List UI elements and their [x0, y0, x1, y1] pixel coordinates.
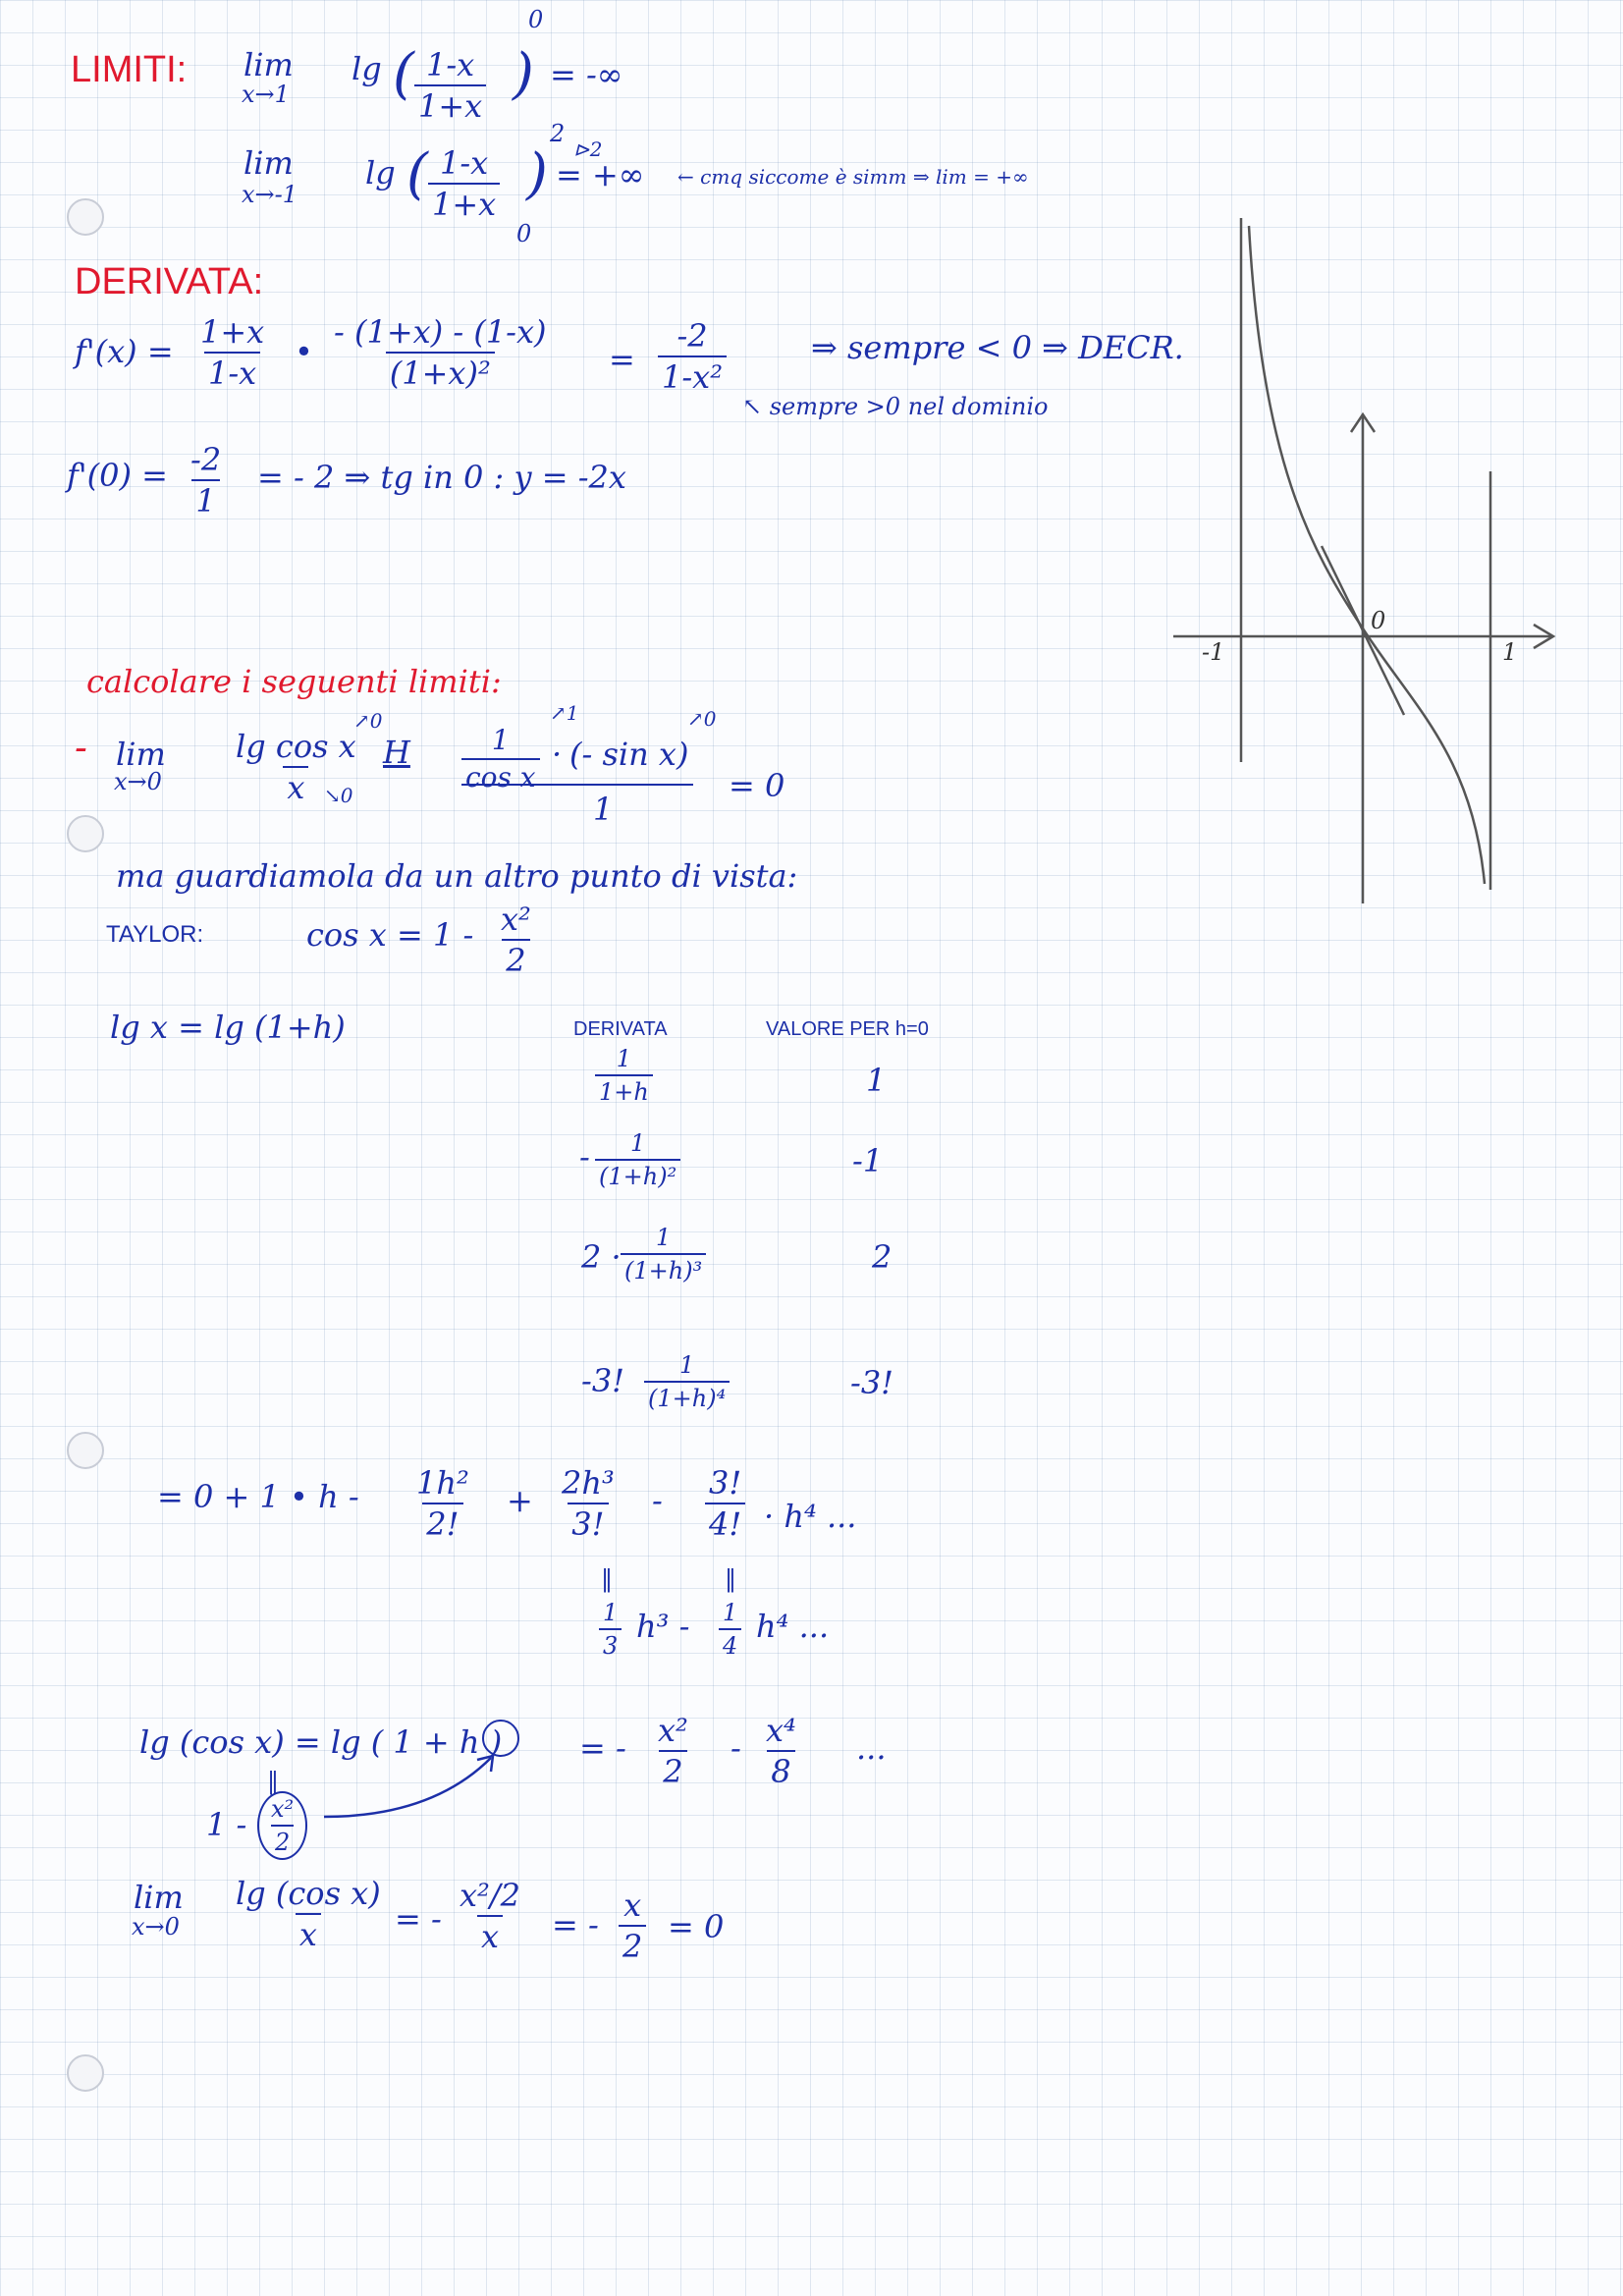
heading-derivata: DERIVATA:: [75, 261, 264, 302]
table-row-3-den: (1+h)³: [621, 1253, 706, 1283]
lg-dots: ...: [856, 1729, 887, 1767]
final-eq2: = -: [552, 1906, 599, 1943]
limit2-note-top: 2: [550, 120, 566, 147]
final-frac2: [456, 1877, 524, 1955]
limit2-result: = +∞: [556, 156, 645, 193]
table-col-valore: VALORE PER h=0: [766, 1018, 929, 1040]
ex-note-top1: ↗0: [353, 709, 383, 733]
limit1-num: 1-x: [426, 46, 475, 83]
limit2-paren-open: (: [406, 142, 428, 206]
heading-limiti: LIMITI:: [71, 49, 188, 90]
table-row-4-den: (1+h)⁴: [644, 1381, 730, 1410]
final-frac2-num: x²/2: [460, 1877, 521, 1914]
limit2-lim: lim: [243, 144, 294, 182]
ex-note-bottom1: ↘0: [324, 784, 353, 807]
final-frac3-den: 2: [619, 1925, 646, 1962]
series-t3-den: 4!: [705, 1503, 745, 1540]
limit1-lim: lim: [243, 46, 294, 83]
series-s1-den: 3: [599, 1628, 622, 1658]
final-frac3: [619, 1886, 646, 1965]
limit2-note-side: ⊳2: [573, 137, 603, 161]
lg-t2-num: x⁴: [766, 1712, 796, 1749]
lg-t2-den: 8: [767, 1750, 794, 1787]
limit1-fn: lg: [352, 50, 382, 87]
heading-calcolare: calcolare i seguenti limiti:: [86, 663, 502, 700]
final-frac1-den: x: [296, 1913, 321, 1950]
table-row-2-den: (1+h)²: [595, 1159, 680, 1188]
table-col-derivata: DERIVATA: [573, 1018, 668, 1040]
sub-pre: 1 -: [206, 1806, 247, 1843]
lg-t1-den: 2: [659, 1750, 686, 1787]
limit1-den: 1+x: [414, 84, 486, 122]
series-s2-den: 4: [719, 1628, 741, 1658]
final-lim: lim: [134, 1879, 184, 1916]
series-t3-num: 3!: [709, 1464, 742, 1502]
table-row-1-den: 1+h: [595, 1074, 653, 1104]
graph-x-neg-label: -1: [1202, 638, 1225, 666]
limit2-num: 1-x: [440, 144, 489, 182]
final-frac2-den: x: [477, 1915, 503, 1952]
f0-label: f'(0) =: [67, 457, 168, 494]
table-lhs: lg x = lg (1+h): [110, 1009, 346, 1046]
ex-frac1-den: x: [283, 766, 308, 803]
lg-t1-num: x²: [658, 1712, 688, 1749]
ex-note-top2: ↗1: [550, 701, 579, 725]
deriv-conclusion: ⇒ sempre < 0 ⇒ DECR.: [811, 329, 1184, 366]
ex-frac2-a-num: 1: [491, 724, 510, 756]
sub-den: 2: [271, 1825, 294, 1854]
ex-frac2-den: 1: [593, 791, 614, 828]
table-row-4-pre: -3!: [581, 1362, 625, 1399]
table-row-2-val: -1: [852, 1142, 884, 1179]
deriv-frac-c-den: 1-x²: [658, 355, 727, 393]
limit2-comment: ← cmq siccome è simm ⇒ lim = +∞: [677, 165, 1029, 189]
ex-other-view: ma guardiamola da un altro punto di vista:: [116, 857, 798, 895]
ex-dash: -: [75, 726, 87, 769]
series-eqsign-1: ‖: [601, 1565, 613, 1593]
limit1-paren-close: ): [513, 42, 534, 106]
f0-den: 1: [191, 479, 219, 517]
lg-minus: -: [730, 1729, 741, 1767]
table-row-4-val: -3!: [850, 1364, 894, 1401]
ex-frac2-dot: ·: [552, 736, 563, 773]
series-s1-num: 1: [603, 1599, 619, 1626]
series-s2-num: 1: [723, 1599, 738, 1626]
series-start: = 0 + 1 • h -: [157, 1478, 359, 1515]
ex-result: = 0: [729, 767, 785, 804]
lg-eq: = -: [579, 1729, 626, 1767]
table-row-2-pre: -: [579, 1138, 590, 1175]
deriv-frac-c-num: -2: [676, 317, 708, 355]
series-s1-tail: h³ -: [636, 1608, 690, 1645]
deriv-frac-b-num: - (1+x) - (1-x): [334, 313, 547, 351]
sub-eq: ‖: [267, 1768, 279, 1795]
ex-frac2-b: (- sin x): [569, 736, 689, 773]
sub-num: x²: [271, 1795, 295, 1823]
deriv-frac-a-num: 1+x: [200, 313, 265, 351]
limit2-fn: lg: [365, 154, 396, 191]
graph-x-pos-label: 1: [1502, 638, 1518, 666]
series-minus: -: [652, 1482, 663, 1519]
table-row-3-num: 1: [655, 1224, 672, 1251]
table-row-2-num: 1: [629, 1129, 646, 1157]
ex-note-top3: ↗0: [687, 707, 717, 731]
limit1-sub: x→1: [242, 81, 290, 108]
deriv-f-label: f'(x) =: [75, 333, 174, 370]
limit1-note: 0: [528, 6, 544, 33]
series-eqsign-2: ‖: [725, 1565, 736, 1593]
series-t2-den: 3!: [568, 1503, 608, 1540]
limit2-den: 1+x: [428, 183, 500, 220]
limit2-sub: x→-1: [242, 181, 298, 208]
ex-frac2-a-den: cos x: [461, 758, 540, 792]
series-t2-num: 2h³: [562, 1464, 615, 1502]
f0-rest: = - 2 ⇒ tg in 0 : y = -2x: [257, 459, 626, 496]
taylor-lhs: cos x = 1 -: [306, 916, 474, 954]
ex-lim: lim: [116, 736, 166, 773]
series-plus: +: [507, 1482, 533, 1519]
series-t1-den: 2!: [422, 1503, 462, 1540]
ex-frac1-num: lg cos x: [236, 728, 356, 765]
final-frac1: [232, 1875, 385, 1953]
deriv-frac-b-den: (1+x)²: [386, 352, 495, 389]
final-eq1: = -: [395, 1900, 442, 1938]
table-row-4-num: 1: [678, 1351, 695, 1379]
series-t3-tail: · h⁴ ...: [764, 1498, 857, 1535]
series-s2-tail: h⁴ ...: [756, 1608, 830, 1645]
limit1-paren-open: (: [393, 42, 414, 106]
limit2-note-bottom: 0: [516, 220, 532, 247]
final-frac3-num: x: [623, 1886, 642, 1924]
final-result: = 0: [668, 1908, 725, 1945]
final-lim-sub: x→0: [132, 1913, 180, 1941]
ex-lim-sub: x→0: [114, 768, 162, 795]
ex-hopital-H: H: [383, 734, 410, 771]
taylor-label: TAYLOR:: [106, 921, 204, 948]
lg-lhs: lg (cos x) = lg ( 1 + h ): [139, 1723, 503, 1761]
deriv-note: ↖ sempre >0 nel dominio: [742, 393, 1049, 420]
series-t1-num: 1h²: [416, 1464, 469, 1502]
limit2-paren-close: ): [526, 142, 548, 206]
table-row-1-val: 1: [866, 1062, 887, 1099]
deriv-eq: =: [609, 341, 635, 378]
graph-origin-label: 0: [1371, 607, 1386, 634]
table-row-1-num: 1: [616, 1045, 632, 1072]
final-frac1-num: lg (cos x): [236, 1875, 381, 1912]
taylor-num: x²: [501, 901, 531, 938]
limit1-result: = -∞: [550, 56, 623, 93]
table-row-3-pre: 2 ·: [581, 1238, 622, 1276]
deriv-frac-a-den: 1-x: [204, 352, 260, 389]
f0-num: -2: [190, 441, 222, 478]
taylor-den: 2: [502, 939, 529, 976]
deriv-dot: •: [295, 333, 313, 370]
table-row-3-val: 2: [872, 1238, 893, 1276]
